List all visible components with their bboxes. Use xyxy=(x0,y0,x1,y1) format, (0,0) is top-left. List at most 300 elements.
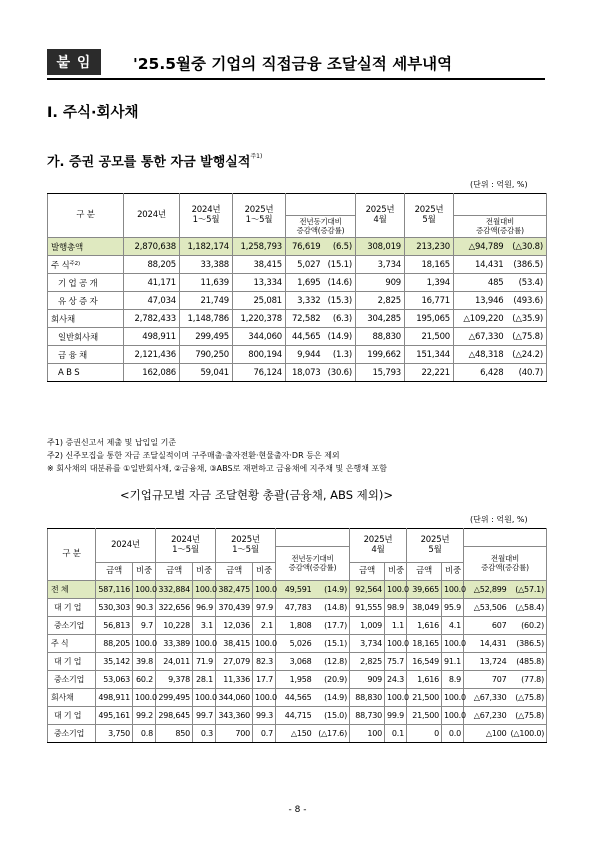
t2-cell: 2,825 xyxy=(350,653,385,671)
t1-cell: (△30.8) xyxy=(507,238,547,256)
t2-header-2024-jan-may xyxy=(156,529,216,563)
t2-cell: 44,565 xyxy=(276,689,314,707)
t1-row-label-text: 유 상 증 자 xyxy=(58,296,98,307)
company-size-table xyxy=(47,528,547,743)
t1-cell: 41,171 xyxy=(124,274,180,292)
t1-cell: 3,734 xyxy=(356,256,405,274)
t2-row-label: 중소기업 xyxy=(48,617,96,635)
t1-cell: △109,220 xyxy=(454,310,507,328)
t2-header-2025-apr xyxy=(350,529,407,563)
t2-cell: (17.7) xyxy=(314,617,350,635)
t2-header-mom xyxy=(464,547,547,581)
t2-cell: 0.0 xyxy=(442,725,464,743)
t1-cell: 1,220,378 xyxy=(233,310,286,328)
t2-cell: 100.0 xyxy=(385,689,407,707)
t2-cell: 27,079 xyxy=(216,653,253,671)
t2-cell: △53,506 xyxy=(464,599,509,617)
t2-h-yoyb: 증감액(증감률) xyxy=(288,562,337,572)
t2-cell: 530,303 xyxy=(96,599,133,617)
t1-cell: 151,344 xyxy=(405,346,454,364)
t2-cell: (△100.0) xyxy=(509,725,547,743)
t1-header-2025-may xyxy=(405,194,454,238)
t2-cell: 88,730 xyxy=(350,707,385,725)
t1-cell: 1,148,786 xyxy=(180,310,233,328)
t1-h-2025a: 2025년 xyxy=(244,205,274,215)
t2-cell: 370,439 xyxy=(216,599,253,617)
t1-cell: (14.9) xyxy=(324,328,356,346)
issuance-table xyxy=(47,193,547,382)
t2-cell: (20.9) xyxy=(314,671,350,689)
t2-cell: 10,228 xyxy=(156,617,193,635)
page-number: - 8 - xyxy=(288,805,307,815)
t1-cell: 13,334 xyxy=(233,274,286,292)
t2-cell: (△58.4) xyxy=(509,599,547,617)
t1-cell: 44,565 xyxy=(286,328,324,346)
t2-cell: 100.0 xyxy=(253,581,276,599)
t1-cell: 195,065 xyxy=(405,310,454,328)
t2-cell: 56,813 xyxy=(96,617,133,635)
t1-row-label-text: 기 업 공 개 xyxy=(58,278,98,289)
t1-cell: 21,749 xyxy=(180,292,233,310)
t1-h-momb: 증감액(증감률) xyxy=(476,225,524,235)
t2-cell: △100 xyxy=(464,725,509,743)
t2-body xyxy=(48,581,547,743)
t2-header-2024: 2024년 xyxy=(96,529,156,563)
t1-row-label-text: 주 식 xyxy=(51,260,70,271)
t2-h-amt-1: 금액 xyxy=(96,563,133,581)
t2-cell: △52,899 xyxy=(464,581,509,599)
subsection-footnote-mark: 주1) xyxy=(250,153,263,160)
t1-h-maya: 2025년 xyxy=(414,205,444,215)
t2-cell: 75.7 xyxy=(385,653,407,671)
t2-cell: 98.9 xyxy=(385,599,407,617)
t2-h-share-2: 비중 xyxy=(193,563,216,581)
t1-row xyxy=(48,292,547,310)
t2-header-mom-blank xyxy=(464,529,547,547)
t2-h-2025a: 2025년 xyxy=(231,535,260,545)
t2-header-2025-jan-may xyxy=(216,529,276,563)
t2-cell: 1,616 xyxy=(407,617,442,635)
t2-cell: 33,389 xyxy=(156,635,193,653)
t2-cell: (△75.8) xyxy=(509,689,547,707)
t2-cell: (14.9) xyxy=(314,689,350,707)
t2-cell: 39,665 xyxy=(407,581,442,599)
t2-h-share-4: 비중 xyxy=(385,563,407,581)
t1-cell: 59,041 xyxy=(180,364,233,382)
subsection-title xyxy=(47,151,262,170)
t2-header-yoy-blank xyxy=(276,529,350,547)
table2-unit: (단위 : 억원, %) xyxy=(470,515,528,524)
t1-cell: 15,793 xyxy=(356,364,405,382)
t1-cell: 2,782,433 xyxy=(124,310,180,328)
t1-cell: 1,695 xyxy=(286,274,324,292)
t1-body xyxy=(48,238,547,382)
t2-cell: 1.1 xyxy=(385,617,407,635)
t2-row-label: 주 식 xyxy=(48,635,96,653)
t1-cell: 25,081 xyxy=(233,292,286,310)
t1-row-label-text: 발행총액 xyxy=(51,242,84,253)
t1-row-footnote-mark: 주2) xyxy=(69,260,80,267)
t2-row-label: 중소기업 xyxy=(48,671,96,689)
t2-cell: 4.1 xyxy=(442,617,464,635)
t2-cell: (77.8) xyxy=(509,671,547,689)
t2-h-moma: 전월대비 xyxy=(490,554,520,563)
t1-cell: 2,121,436 xyxy=(124,346,180,364)
t2-cell: 0.8 xyxy=(133,725,156,743)
t2-cell: 92,564 xyxy=(350,581,385,599)
t1-h-moma: 전월대비 xyxy=(485,217,515,226)
t1-row-label-text: 일반회사채 xyxy=(58,332,99,343)
t2-h-2024a: 2024년 xyxy=(171,535,200,545)
t2-cell: 298,645 xyxy=(156,707,193,725)
t1-cell: 6,428 xyxy=(454,364,507,382)
t2-h-momb: 증감액(증감률) xyxy=(481,562,529,572)
t1-cell: 22,221 xyxy=(405,364,454,382)
t2-cell: 100.0 xyxy=(133,689,156,707)
t2-cell: 100.0 xyxy=(193,581,216,599)
t2-header-category: 구 분 xyxy=(48,529,96,581)
t1-row xyxy=(48,328,547,346)
t2-row xyxy=(48,707,547,725)
table1-unit: (단위 : 억원, %) xyxy=(470,180,528,189)
t1-cell: 299,495 xyxy=(180,328,233,346)
t1-cell: 5,027 xyxy=(286,256,324,274)
t2-cell: 71.9 xyxy=(193,653,216,671)
t2-cell: 1,958 xyxy=(276,671,314,689)
t2-row-label: 대 기 업 xyxy=(48,599,96,617)
t2-cell: △150 xyxy=(276,725,314,743)
t1-cell: (53.4) xyxy=(507,274,547,292)
t1-row xyxy=(48,238,547,256)
t2-cell: 100.0 xyxy=(193,689,216,707)
t1-cell: 76,124 xyxy=(233,364,286,382)
t2-cell: 700 xyxy=(216,725,253,743)
t1-cell: 344,060 xyxy=(233,328,286,346)
t2-cell: 11,336 xyxy=(216,671,253,689)
t2-cell: 100 xyxy=(350,725,385,743)
t2-cell: 322,656 xyxy=(156,599,193,617)
t2-row-label: 대 기 업 xyxy=(48,653,96,671)
t1-header-2024-jan-may xyxy=(180,194,233,238)
t2-cell: (△17.6) xyxy=(314,725,350,743)
t1-cell: 88,205 xyxy=(124,256,180,274)
t1-header-2024: 2024년 xyxy=(124,194,180,238)
t1-h-apra: 2025년 xyxy=(365,205,395,215)
t1-cell: 162,086 xyxy=(124,364,180,382)
t2-h-2024b: 1～5월 xyxy=(172,544,199,555)
t2-row xyxy=(48,671,547,689)
t2-row xyxy=(48,599,547,617)
t2-cell: 47,783 xyxy=(276,599,314,617)
t2-header-yoy xyxy=(276,547,350,581)
t2-cell: 0.1 xyxy=(385,725,407,743)
t2-cell: 343,360 xyxy=(216,707,253,725)
t2-cell: 18,165 xyxy=(407,635,442,653)
t2-cell: 49,591 xyxy=(276,581,314,599)
t1-cell: 1,394 xyxy=(405,274,454,292)
t1-row xyxy=(48,310,547,328)
t1-cell: 800,194 xyxy=(233,346,286,364)
t2-cell: 17.7 xyxy=(253,671,276,689)
t1-cell: 498,911 xyxy=(124,328,180,346)
footnote-2: 주2) 신주모집을 통한 자금 조달실적이며 구주매출·출자전환·현물출자·DR 등은 제외 xyxy=(47,451,340,460)
t2-cell: 3.1 xyxy=(193,617,216,635)
t2-cell: 97.9 xyxy=(253,599,276,617)
t1-cell: (15.3) xyxy=(324,292,356,310)
t1-row-label xyxy=(48,364,124,382)
t1-h-yoyb: 증감액(증감률) xyxy=(296,225,345,235)
section-title: Ⅰ. 주식·회사채 xyxy=(47,105,139,121)
t2-cell: 909 xyxy=(350,671,385,689)
t1-cell: 2,870,638 xyxy=(124,238,180,256)
t2-cell: 91,555 xyxy=(350,599,385,617)
t1-cell: 3,332 xyxy=(286,292,324,310)
t2-cell: (△75.8) xyxy=(509,707,547,725)
t1-row xyxy=(48,364,547,382)
t2-cell: 0 xyxy=(407,725,442,743)
t2-cell: 707 xyxy=(464,671,509,689)
t2-cell: (386.5) xyxy=(509,635,547,653)
t2-cell: 100.0 xyxy=(442,581,464,599)
t2-h-apra: 2025년 xyxy=(363,535,393,545)
t2-h-share-3: 비중 xyxy=(253,563,276,581)
t2-h-share-5: 비중 xyxy=(442,563,464,581)
t1-cell: 213,230 xyxy=(405,238,454,256)
t2-cell: 332,884 xyxy=(156,581,193,599)
t1-cell: △67,330 xyxy=(454,328,507,346)
t2-cell: 14,431 xyxy=(464,635,509,653)
t2-cell: 9.7 xyxy=(133,617,156,635)
t1-h-mayb: 5월 xyxy=(422,214,436,225)
t2-cell: (12.8) xyxy=(314,653,350,671)
t2-cell: 100.0 xyxy=(442,689,464,707)
t2-cell: 100.0 xyxy=(253,689,276,707)
t1-h-2024a: 2024년 xyxy=(191,205,221,215)
t2-cell: 28.1 xyxy=(193,671,216,689)
t2-cell: 88,205 xyxy=(96,635,133,653)
t1-h-aprb: 4월 xyxy=(373,214,387,225)
t1-cell: 18,073 xyxy=(286,364,324,382)
t1-cell: 18,165 xyxy=(405,256,454,274)
t1-cell: (15.1) xyxy=(324,256,356,274)
t1-h-2024b: 1～5월 xyxy=(192,214,220,225)
t2-cell: 95.9 xyxy=(442,599,464,617)
t2-cell: 88,830 xyxy=(350,689,385,707)
t1-cell: (1.3) xyxy=(324,346,356,364)
t1-cell: 1,182,174 xyxy=(180,238,233,256)
t1-row xyxy=(48,346,547,364)
t1-cell: (△75.8) xyxy=(507,328,547,346)
t1-cell: (40.7) xyxy=(507,364,547,382)
t2-row-label: 중소기업 xyxy=(48,725,96,743)
t1-row-label xyxy=(48,328,124,346)
t2-cell: 1,616 xyxy=(407,671,442,689)
t1-cell: 21,500 xyxy=(405,328,454,346)
t2-row-label: 대 기 업 xyxy=(48,707,96,725)
t1-cell: (14.6) xyxy=(324,274,356,292)
t2-cell: (15.1) xyxy=(314,635,350,653)
t1-cell: 16,771 xyxy=(405,292,454,310)
t2-cell: 3,068 xyxy=(276,653,314,671)
t1-cell: 1,258,793 xyxy=(233,238,286,256)
t2-cell: 44,715 xyxy=(276,707,314,725)
t2-header-2025-may xyxy=(407,529,464,563)
t1-row-label xyxy=(48,274,124,292)
t1-header-2025-apr xyxy=(356,194,405,238)
t1-cell: △48,318 xyxy=(454,346,507,364)
t2-h-maya: 2025년 xyxy=(420,535,450,545)
t2-cell: 99.9 xyxy=(385,707,407,725)
t2-h-amt-5: 금액 xyxy=(407,563,442,581)
t2-row-label: 회사채 xyxy=(48,689,96,707)
document-title: '25.5월중 기업의 직접금융 조달실적 세부내역 xyxy=(133,55,453,73)
t1-cell: (493.6) xyxy=(507,292,547,310)
t1-cell: (6.3) xyxy=(324,310,356,328)
t1-header-mom-blank xyxy=(454,194,547,216)
t2-h-amt-4: 금액 xyxy=(350,563,385,581)
t2-cell: 60.2 xyxy=(133,671,156,689)
t1-header-2025-jan-may xyxy=(233,194,286,238)
t1-cell: △94,789 xyxy=(454,238,507,256)
t1-cell: 304,285 xyxy=(356,310,405,328)
t1-cell: 72,582 xyxy=(286,310,324,328)
t2-h-yoya: 전년동기대비 xyxy=(291,554,334,563)
t1-row-label xyxy=(48,238,124,256)
t2-cell: 100.0 xyxy=(253,635,276,653)
t2-cell: 1,009 xyxy=(350,617,385,635)
t1-row-label-text: 회사채 xyxy=(51,314,76,325)
t1-cell: 2,825 xyxy=(356,292,405,310)
t2-cell: 39.8 xyxy=(133,653,156,671)
t2-cell: (485.8) xyxy=(509,653,547,671)
t2-cell: 495,161 xyxy=(96,707,133,725)
t2-cell: 344,060 xyxy=(216,689,253,707)
t2-h-amt-3: 금액 xyxy=(216,563,253,581)
t2-row-label: 전 체 xyxy=(48,581,96,599)
t2-cell: 382,475 xyxy=(216,581,253,599)
t2-cell: 99.2 xyxy=(133,707,156,725)
t2-cell: (15.0) xyxy=(314,707,350,725)
t1-cell: (△35.9) xyxy=(507,310,547,328)
t2-cell: 99.3 xyxy=(253,707,276,725)
t1-cell: 790,250 xyxy=(180,346,233,364)
t1-header-yoy xyxy=(286,216,356,238)
t1-row-label xyxy=(48,310,124,328)
t2-cell: (60.2) xyxy=(509,617,547,635)
table2-title: <기업규모별 자금 조달현황 총괄(금융채, ABS 제외)> xyxy=(120,488,393,502)
t2-h-share-1: 비중 xyxy=(133,563,156,581)
t2-cell: 99.7 xyxy=(193,707,216,725)
t1-cell: 308,019 xyxy=(356,238,405,256)
t1-h-2025b: 1～5월 xyxy=(245,214,273,225)
t2-cell: 5,026 xyxy=(276,635,314,653)
t2-cell: (14.9) xyxy=(314,581,350,599)
t2-cell: 24,011 xyxy=(156,653,193,671)
t2-row xyxy=(48,581,547,599)
t2-cell: 498,911 xyxy=(96,689,133,707)
t1-cell: (30.6) xyxy=(324,364,356,382)
t2-cell: 587,116 xyxy=(96,581,133,599)
attachment-badge: 붙 임 xyxy=(47,49,101,75)
t1-row-label xyxy=(48,292,124,310)
title-underline xyxy=(47,78,545,80)
t1-cell: 76,619 xyxy=(286,238,324,256)
t1-cell: 38,415 xyxy=(233,256,286,274)
footnote-3: ※ 회사채의 대분류를 ①일반회사채, ②금융채, ③ABS로 재편하고 금융채에 지주채 및 은행채 포함 xyxy=(47,464,387,473)
t1-row-label xyxy=(48,256,124,274)
t2-cell: 38,049 xyxy=(407,599,442,617)
t2-cell: 100.0 xyxy=(442,707,464,725)
t1-header-mom xyxy=(454,216,547,238)
t2-h-amt-2: 금액 xyxy=(156,563,193,581)
t1-row xyxy=(48,274,547,292)
t2-cell: △67,230 xyxy=(464,707,509,725)
t2-cell: 100.0 xyxy=(133,581,156,599)
t2-cell: (△57.1) xyxy=(509,581,547,599)
t2-cell: 9,378 xyxy=(156,671,193,689)
t1-cell: (△24.2) xyxy=(507,346,547,364)
t2-cell: 299,495 xyxy=(156,689,193,707)
subsection-title-text: 가. 증권 공모를 통한 자금 발행실적 xyxy=(47,155,251,170)
t2-h-aprb: 4월 xyxy=(371,544,385,555)
t2-cell: 8.9 xyxy=(442,671,464,689)
t1-cell: 33,388 xyxy=(180,256,233,274)
t1-row-label xyxy=(48,346,124,364)
t1-row-label-text: 금 융 채 xyxy=(58,350,88,361)
t1-cell: 14,431 xyxy=(454,256,507,274)
t1-cell: 88,830 xyxy=(356,328,405,346)
t2-h-mayb: 5월 xyxy=(428,544,442,555)
t2-cell: 850 xyxy=(156,725,193,743)
t1-cell: 199,662 xyxy=(356,346,405,364)
t2-cell: 13,724 xyxy=(464,653,509,671)
t2-cell: 100.0 xyxy=(385,581,407,599)
t1-header-yoy-blank xyxy=(286,194,356,216)
t2-cell: 607 xyxy=(464,617,509,635)
t2-cell: 100.0 xyxy=(385,635,407,653)
t2-cell: 1,808 xyxy=(276,617,314,635)
t2-row xyxy=(48,653,547,671)
footnote-1: 주1) 증권신고서 제출 및 납입일 기준 xyxy=(47,438,177,447)
t2-cell: (14.8) xyxy=(314,599,350,617)
t1-cell: 9,944 xyxy=(286,346,324,364)
t2-cell: 24.3 xyxy=(385,671,407,689)
t1-cell: 47,034 xyxy=(124,292,180,310)
t2-cell: 53,063 xyxy=(96,671,133,689)
t2-row xyxy=(48,725,547,743)
t2-cell: 0.7 xyxy=(253,725,276,743)
t2-cell: 3,750 xyxy=(96,725,133,743)
t2-h-2025b: 1～5월 xyxy=(232,544,259,555)
t1-cell: 909 xyxy=(356,274,405,292)
t2-cell: 2.1 xyxy=(253,617,276,635)
t2-row xyxy=(48,617,547,635)
t2-cell: 21,500 xyxy=(407,689,442,707)
t2-cell: 100.0 xyxy=(193,635,216,653)
t2-cell: 38,415 xyxy=(216,635,253,653)
t2-cell: 100.0 xyxy=(133,635,156,653)
t2-cell: 16,549 xyxy=(407,653,442,671)
t2-cell: 96.9 xyxy=(193,599,216,617)
t1-cell: 11,639 xyxy=(180,274,233,292)
t1-cell: (6.5) xyxy=(324,238,356,256)
t1-cell: (386.5) xyxy=(507,256,547,274)
t2-cell: 91.1 xyxy=(442,653,464,671)
t1-cell: 13,946 xyxy=(454,292,507,310)
t1-header-category: 구 분 xyxy=(48,194,124,238)
t2-cell: 21,500 xyxy=(407,707,442,725)
t2-cell: 35,142 xyxy=(96,653,133,671)
